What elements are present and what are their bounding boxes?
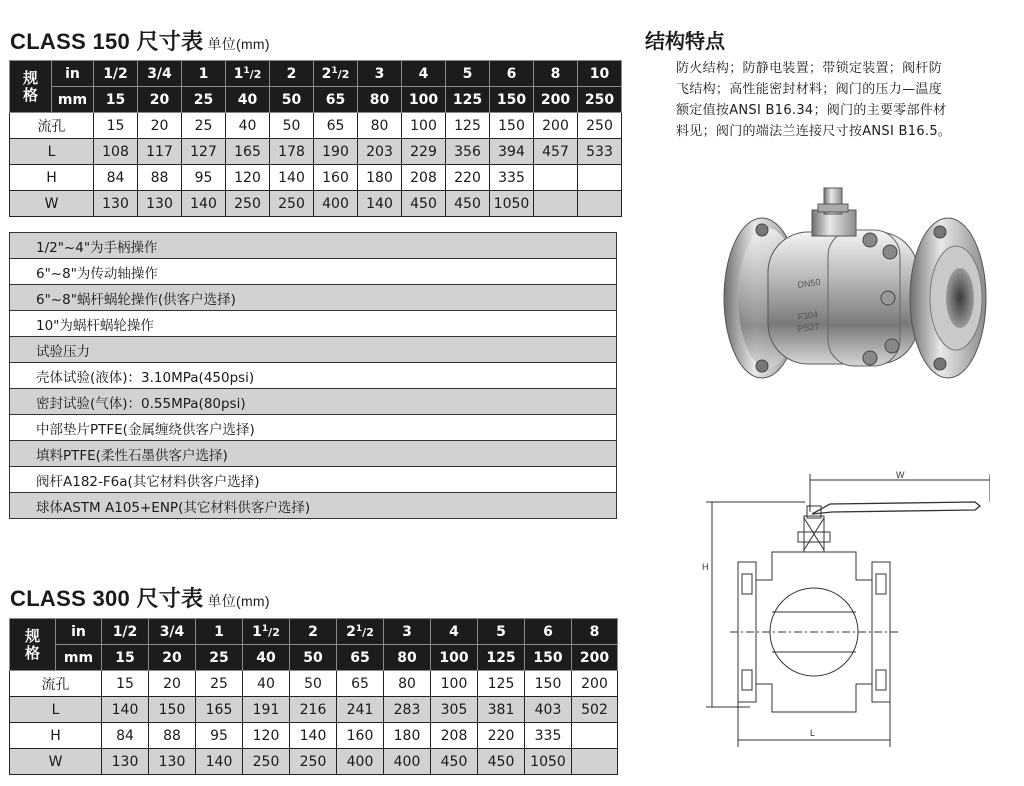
fraction-denominator: /2 bbox=[268, 625, 280, 639]
size-in-cell: 3 bbox=[358, 61, 402, 87]
note-row bbox=[10, 467, 617, 493]
class300-title bbox=[10, 582, 270, 613]
table-cell: 140 bbox=[196, 749, 243, 775]
table-cell: 150 bbox=[149, 697, 196, 723]
unit-mm-label: mm bbox=[52, 87, 94, 113]
table-cell: 25 bbox=[182, 113, 226, 139]
size-in-cell: $2^1/2$ bbox=[337, 619, 384, 645]
note-text: 填料PTFE(柔性石墨供客户选择) bbox=[10, 441, 617, 467]
fraction-numerator: 1 bbox=[261, 623, 269, 634]
table-cell: 250 bbox=[243, 749, 290, 775]
size-mm-cell: 125 bbox=[478, 645, 525, 671]
header-row-mm bbox=[10, 87, 622, 113]
table-cell: 120 bbox=[243, 723, 290, 749]
valve-technical-drawing bbox=[690, 462, 990, 747]
size-in-cell: 3/4 bbox=[138, 61, 182, 87]
table-cell bbox=[578, 165, 622, 191]
table-cell: 356 bbox=[446, 139, 490, 165]
table-cell: 241 bbox=[337, 697, 384, 723]
fraction-numerator: 1 bbox=[331, 65, 338, 76]
note-row bbox=[10, 389, 617, 415]
size-in-cell: 2 bbox=[290, 619, 337, 645]
note-text: 密封试验(气体)：0.55MPa(80psi) bbox=[10, 389, 617, 415]
row-label: W bbox=[10, 191, 94, 217]
size-in-cell: $1^1/2$ bbox=[243, 619, 290, 645]
table-row bbox=[10, 113, 622, 139]
class150-unit: 单位(mm) bbox=[207, 36, 270, 52]
table-cell: 394 bbox=[490, 139, 534, 165]
size-mm-cell: 150 bbox=[525, 645, 572, 671]
fraction-numerator: 1 bbox=[355, 623, 363, 634]
table-cell: 130 bbox=[94, 191, 138, 217]
note-row bbox=[10, 259, 617, 285]
dimension-l-label: L bbox=[810, 728, 816, 738]
class300-title-text: CLASS 300 尺寸表 bbox=[10, 586, 204, 611]
table-cell: 450 bbox=[431, 749, 478, 775]
table-cell: 403 bbox=[525, 697, 572, 723]
size-mm-cell: 20 bbox=[149, 645, 196, 671]
size-in-cell: 3 bbox=[384, 619, 431, 645]
features-title: 结构特点 bbox=[645, 29, 725, 53]
note-text: 中部垫片PTFE(金属缠绕供客户选择) bbox=[10, 415, 617, 441]
features-line: 防火结构；防静电装置；带锁定装置；阀杆防 bbox=[676, 61, 943, 76]
table-cell: 283 bbox=[384, 697, 431, 723]
table-cell: 95 bbox=[196, 723, 243, 749]
table-cell: 95 bbox=[182, 165, 226, 191]
table-cell: 160 bbox=[337, 723, 384, 749]
table-cell: 15 bbox=[102, 671, 149, 697]
table-cell: 208 bbox=[402, 165, 446, 191]
size-in-cell: 3/4 bbox=[149, 619, 196, 645]
table-cell: 502 bbox=[572, 697, 618, 723]
size-in-cell: 1 bbox=[196, 619, 243, 645]
table-cell: 100 bbox=[431, 671, 478, 697]
table-cell: 450 bbox=[478, 749, 525, 775]
note-text: 6"~8"为传动轴操作 bbox=[10, 259, 617, 285]
table-cell: 80 bbox=[358, 113, 402, 139]
table-cell: 229 bbox=[402, 139, 446, 165]
size-in-cell: 5 bbox=[478, 619, 525, 645]
size-group-label: 规 格 bbox=[10, 619, 56, 671]
table-row bbox=[10, 697, 618, 723]
size-in-cell: 6 bbox=[525, 619, 572, 645]
svg-text:F304: F304 bbox=[796, 309, 819, 322]
note-text: 1/2"~4"为手柄操作 bbox=[10, 233, 617, 259]
svg-text:DN50: DN50 bbox=[796, 276, 822, 290]
table-cell: 50 bbox=[290, 671, 337, 697]
features-line: 飞结构；高性能密封材料；阀门的压力—温度 bbox=[676, 82, 943, 97]
header-row-in bbox=[10, 61, 622, 87]
table-row bbox=[10, 191, 622, 217]
table-cell: 100 bbox=[402, 113, 446, 139]
size-mm-cell: 15 bbox=[94, 87, 138, 113]
note-text: 球体ASTM A105+ENP(其它材料供客户选择) bbox=[10, 493, 617, 519]
size-mm-cell: 65 bbox=[314, 87, 358, 113]
class300-unit: 单位(mm) bbox=[207, 593, 270, 609]
note-row bbox=[10, 493, 617, 519]
size-mm-cell: 125 bbox=[446, 87, 490, 113]
row-label: H bbox=[10, 723, 102, 749]
table-cell: 150 bbox=[490, 113, 534, 139]
table-cell bbox=[572, 749, 618, 775]
features-description bbox=[676, 58, 951, 142]
class150-table bbox=[9, 60, 622, 217]
size-mm-cell: 200 bbox=[534, 87, 578, 113]
row-label: L bbox=[10, 697, 102, 723]
table-cell: 80 bbox=[384, 671, 431, 697]
table-cell: 178 bbox=[270, 139, 314, 165]
table-cell: 200 bbox=[534, 113, 578, 139]
table-cell: 1050 bbox=[525, 749, 572, 775]
size-in-cell: 1 bbox=[182, 61, 226, 87]
size-mm-cell: 20 bbox=[138, 87, 182, 113]
size-in-cell: 4 bbox=[431, 619, 478, 645]
size-mm-cell: 50 bbox=[270, 87, 314, 113]
unit-in-label: in bbox=[52, 61, 94, 87]
table-cell: 400 bbox=[384, 749, 431, 775]
row-label: 流孔 bbox=[10, 113, 94, 139]
ball-valve-photo bbox=[720, 180, 990, 410]
table-cell: 127 bbox=[182, 139, 226, 165]
table-cell: 120 bbox=[226, 165, 270, 191]
size-mm-cell: 65 bbox=[337, 645, 384, 671]
row-label: H bbox=[10, 165, 94, 191]
table-cell: 160 bbox=[314, 165, 358, 191]
class150-title-text: CLASS 150 尺寸表 bbox=[10, 29, 204, 54]
size-in-cell: 6 bbox=[490, 61, 534, 87]
table-cell: 381 bbox=[478, 697, 525, 723]
table-cell: 84 bbox=[102, 723, 149, 749]
unit-mm-label: mm bbox=[56, 645, 102, 671]
header-row-in bbox=[10, 619, 618, 645]
table-cell: 457 bbox=[534, 139, 578, 165]
size-in-cell: 1/2 bbox=[94, 61, 138, 87]
size-in-cell: 10 bbox=[578, 61, 622, 87]
table-cell: 1050 bbox=[490, 191, 534, 217]
table-cell: 140 bbox=[102, 697, 149, 723]
table-cell: 125 bbox=[446, 113, 490, 139]
size-mm-cell: 15 bbox=[102, 645, 149, 671]
table-cell: 40 bbox=[243, 671, 290, 697]
table-cell: 20 bbox=[138, 113, 182, 139]
table-cell: 117 bbox=[138, 139, 182, 165]
size-mm-cell: 80 bbox=[358, 87, 402, 113]
table-cell: 208 bbox=[431, 723, 478, 749]
table-cell: 250 bbox=[226, 191, 270, 217]
size-mm-cell: 150 bbox=[490, 87, 534, 113]
row-label: L bbox=[10, 139, 94, 165]
size-in-cell: $2^1/2$ bbox=[314, 61, 358, 87]
table-cell: 40 bbox=[226, 113, 270, 139]
fraction-denominator: /2 bbox=[337, 67, 350, 81]
table-cell: 15 bbox=[94, 113, 138, 139]
table-cell: 250 bbox=[270, 191, 314, 217]
class150-title bbox=[10, 25, 270, 56]
note-text: 6"~8"蜗杆蜗轮操作(供客户选择) bbox=[10, 285, 617, 311]
table-cell: 150 bbox=[525, 671, 572, 697]
note-row bbox=[10, 337, 617, 363]
features-line: 料见；阀门的端法兰连接尺寸按ANSI B16.5。 bbox=[676, 124, 952, 139]
table-cell: 25 bbox=[196, 671, 243, 697]
table-cell: 88 bbox=[138, 165, 182, 191]
table-cell: 335 bbox=[525, 723, 572, 749]
table-cell: 533 bbox=[578, 139, 622, 165]
features-line: 额定值按ANSI B16.34；阀门的主要零部件材 bbox=[676, 103, 947, 118]
size-mm-cell: 50 bbox=[290, 645, 337, 671]
fraction-numerator: 1 bbox=[243, 65, 250, 76]
size-mm-cell: 100 bbox=[402, 87, 446, 113]
table-cell bbox=[534, 191, 578, 217]
table-row bbox=[10, 671, 618, 697]
note-row bbox=[10, 285, 617, 311]
size-in-cell: 2 bbox=[270, 61, 314, 87]
row-label: 流孔 bbox=[10, 671, 102, 697]
notes-table bbox=[9, 232, 617, 519]
table-cell: 165 bbox=[226, 139, 270, 165]
table-cell: 140 bbox=[182, 191, 226, 217]
size-mm-cell: 40 bbox=[243, 645, 290, 671]
table-cell: 450 bbox=[446, 191, 490, 217]
note-text: 10"为蜗杆蜗轮操作 bbox=[10, 311, 617, 337]
row-label: W bbox=[10, 749, 102, 775]
size-in-cell: 1/2 bbox=[102, 619, 149, 645]
table-row bbox=[10, 139, 622, 165]
fraction-denominator: /2 bbox=[362, 625, 374, 639]
table-cell bbox=[534, 165, 578, 191]
table-cell: 220 bbox=[478, 723, 525, 749]
header-row-mm bbox=[10, 645, 618, 671]
table-cell: 180 bbox=[384, 723, 431, 749]
table-cell: 130 bbox=[138, 191, 182, 217]
svg-text:PS27: PS27 bbox=[796, 321, 821, 334]
table-cell: 250 bbox=[578, 113, 622, 139]
table-row bbox=[10, 749, 618, 775]
fraction-denominator: /2 bbox=[249, 67, 262, 81]
size-in-cell: 8 bbox=[534, 61, 578, 87]
table-cell: 180 bbox=[358, 165, 402, 191]
table-row bbox=[10, 165, 622, 191]
size-mm-cell: 250 bbox=[578, 87, 622, 113]
table-row bbox=[10, 723, 618, 749]
dimension-h-label: H bbox=[702, 562, 709, 572]
note-text: 试验压力 bbox=[10, 337, 617, 363]
table-cell: 250 bbox=[290, 749, 337, 775]
size-in-cell: $1^1/2$ bbox=[226, 61, 270, 87]
table-cell: 140 bbox=[290, 723, 337, 749]
table-cell: 190 bbox=[314, 139, 358, 165]
table-cell: 84 bbox=[94, 165, 138, 191]
table-cell: 165 bbox=[196, 697, 243, 723]
table-cell: 203 bbox=[358, 139, 402, 165]
note-row bbox=[10, 441, 617, 467]
table-cell: 305 bbox=[431, 697, 478, 723]
size-in-cell: 8 bbox=[572, 619, 618, 645]
note-row bbox=[10, 363, 617, 389]
table-cell bbox=[578, 191, 622, 217]
table-cell: 50 bbox=[270, 113, 314, 139]
note-row bbox=[10, 415, 617, 441]
table-cell: 450 bbox=[402, 191, 446, 217]
table-cell: 20 bbox=[149, 671, 196, 697]
table-cell: 335 bbox=[490, 165, 534, 191]
table-cell: 140 bbox=[270, 165, 314, 191]
size-mm-cell: 200 bbox=[572, 645, 618, 671]
table-cell: 88 bbox=[149, 723, 196, 749]
size-mm-cell: 40 bbox=[226, 87, 270, 113]
table-cell: 65 bbox=[337, 671, 384, 697]
size-mm-cell: 100 bbox=[431, 645, 478, 671]
size-mm-cell: 25 bbox=[196, 645, 243, 671]
table-cell: 125 bbox=[478, 671, 525, 697]
table-cell: 200 bbox=[572, 671, 618, 697]
table-cell bbox=[572, 723, 618, 749]
note-row bbox=[10, 311, 617, 337]
table-cell: 220 bbox=[446, 165, 490, 191]
size-in-cell: 5 bbox=[446, 61, 490, 87]
size-mm-cell: 80 bbox=[384, 645, 431, 671]
table-cell: 108 bbox=[94, 139, 138, 165]
size-mm-cell: 25 bbox=[182, 87, 226, 113]
table-cell: 400 bbox=[314, 191, 358, 217]
table-cell: 65 bbox=[314, 113, 358, 139]
unit-in-label: in bbox=[56, 619, 102, 645]
class300-table bbox=[9, 618, 618, 775]
table-cell: 191 bbox=[243, 697, 290, 723]
table-cell: 130 bbox=[149, 749, 196, 775]
note-row bbox=[10, 233, 617, 259]
table-cell: 130 bbox=[102, 749, 149, 775]
table-cell: 216 bbox=[290, 697, 337, 723]
table-cell: 140 bbox=[358, 191, 402, 217]
note-text: 阀杆A182-F6a(其它材料供客户选择) bbox=[10, 467, 617, 493]
size-in-cell: 4 bbox=[402, 61, 446, 87]
note-text: 壳体试验(液体)：3.10MPa(450psi) bbox=[10, 363, 617, 389]
table-cell: 400 bbox=[337, 749, 384, 775]
dimension-w-label: W bbox=[896, 470, 905, 480]
size-group-label: 规 格 bbox=[10, 61, 52, 113]
